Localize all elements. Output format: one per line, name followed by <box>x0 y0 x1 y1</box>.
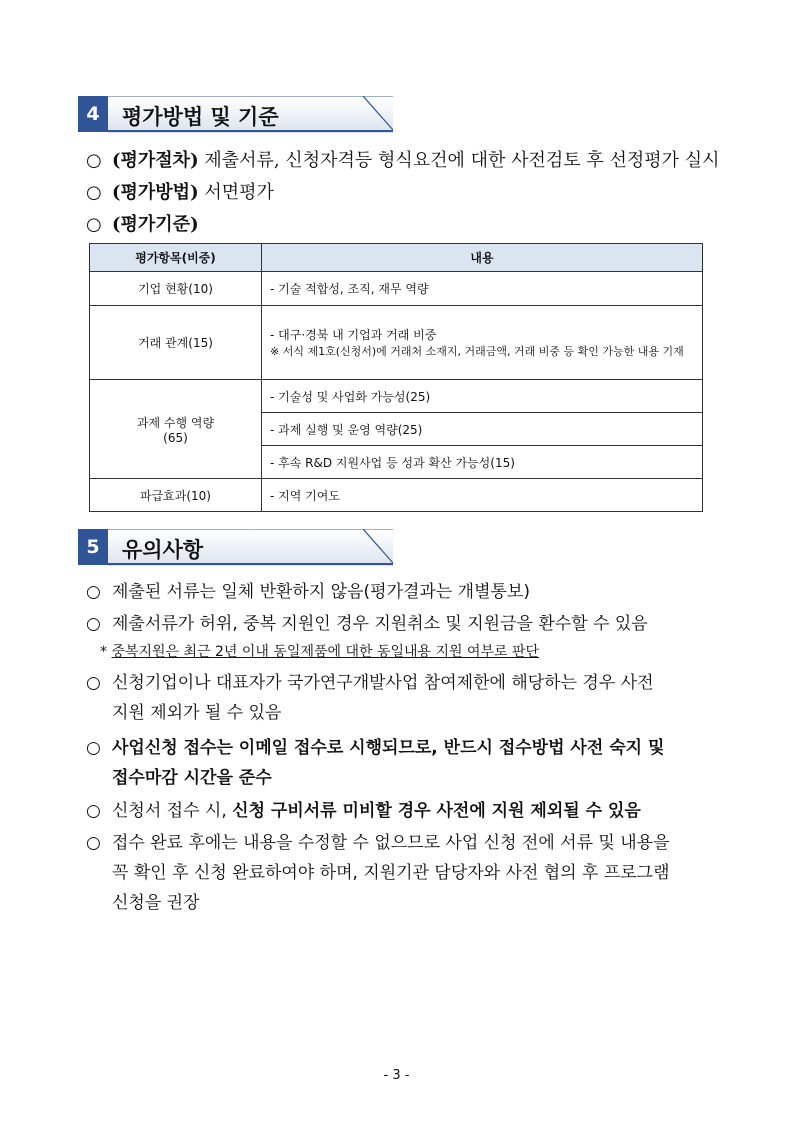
item-text: 서면평가 <box>198 182 274 203</box>
table-category-cell: 기업 현황(10) <box>90 272 262 306</box>
circle-bullet: ○ <box>86 673 101 693</box>
circle-bullet: ○ <box>86 833 101 853</box>
content-note: ※ 서식 제1호(신청서)에 거래처 소재지, 거래금액, 거래 비중 등 확인 가능한 내용 기재 <box>270 345 684 358</box>
table-header-category: 평가항목(비중) <box>90 244 262 272</box>
eval-procedure-item <box>86 146 720 172</box>
section-number: 5 <box>78 529 108 565</box>
notice-item-1 <box>86 577 530 602</box>
notice-item-3-cont: 지원 제외가 될 수 있음 <box>112 703 282 723</box>
table-content-cell: - 기술성 및 사업화 가능성(25) <box>262 380 703 413</box>
table-category-cell <box>90 380 262 479</box>
table-row <box>90 380 703 413</box>
item-label: (평가기준) <box>112 214 199 235</box>
item-text: 사업신청 접수는 이메일 접수로 시행되므로, 반드시 접수방법 사전 숙지 및 <box>112 738 665 758</box>
circle-bullet: ○ <box>86 182 102 203</box>
notice-item-5 <box>86 796 641 821</box>
table-content-cell: - 기술 적합성, 조직, 재무 역량 <box>262 272 703 306</box>
notice-item-4 <box>86 733 664 758</box>
table-content-cell: - 후속 R&D 지원사업 등 성과 확산 가능성(15) <box>262 446 703 479</box>
page-number: - 3 - <box>383 1068 410 1083</box>
section-4-header <box>78 96 393 132</box>
content-line: - 대구·경북 내 기업과 거래 비중 <box>270 328 437 342</box>
table-category-cell: 파급효과(10) <box>90 479 262 512</box>
table-row <box>90 479 703 512</box>
eval-criteria-item <box>86 210 199 236</box>
section-number: 4 <box>78 96 108 132</box>
header-corner-decoration <box>78 529 393 565</box>
category-weight: (65) <box>163 430 188 445</box>
circle-bullet: ○ <box>86 150 102 171</box>
item-text: 제출된 서류는 일체 반환하지 않음(평가결과는 개별통보) <box>112 582 530 602</box>
notice-item-4-cont: 접수마감 시간을 준수 <box>112 768 272 788</box>
item-label: (평가절차) <box>112 150 199 171</box>
notice-item-2 <box>86 609 648 634</box>
section-5-header <box>78 529 393 565</box>
item-text: 제출서류, 신청자격등 형식요건에 대한 사전검토 후 선정평가 실시 <box>198 150 720 171</box>
item-text: 신청기업이나 대표자가 국가연구개발사업 참여제한에 해당하는 경우 사전 <box>112 673 654 693</box>
circle-bullet: ○ <box>86 214 102 235</box>
duplicate-support-note <box>100 641 539 661</box>
item-label: (평가방법) <box>112 182 199 203</box>
item-bold-text: 신청 구비서류 미비할 경우 사전에 지원 제외될 수 있음 <box>232 801 641 821</box>
notice-item-6-cont: 신청을 권장 <box>112 893 200 913</box>
circle-bullet: ○ <box>86 801 101 821</box>
category-label: 과제 수행 역량 <box>136 415 215 430</box>
notice-item-6 <box>86 828 670 853</box>
item-text: 제출서류가 허위, 중복 지원인 경우 지원취소 및 지원금을 환수할 수 있음 <box>112 614 648 634</box>
table-content-cell <box>262 306 703 380</box>
table-category-cell: 거래 관계(15) <box>90 306 262 380</box>
notice-item-6-cont: 꼭 확인 후 신청 완료하여야 하며, 지원기관 담당자와 사전 협의 후 프로그램 <box>112 863 670 883</box>
table-header-content: 내용 <box>262 244 703 272</box>
evaluation-criteria-table <box>89 243 703 512</box>
table-header-row <box>90 244 703 272</box>
circle-bullet: ○ <box>86 614 101 634</box>
table-row <box>90 272 703 306</box>
table-content-cell: - 지역 기여도 <box>262 479 703 512</box>
header-corner-decoration <box>78 96 393 132</box>
table-content-cell: - 과제 실행 및 운영 역량(25) <box>262 413 703 446</box>
circle-bullet: ○ <box>86 738 101 758</box>
section-title: 평가방법 및 기준 <box>122 105 279 129</box>
note-mark: * <box>100 644 107 660</box>
item-text: 신청서 접수 시, <box>112 801 233 821</box>
section-title: 유의사항 <box>122 538 204 562</box>
item-text: 접수 완료 후에는 내용을 수정할 수 없으므로 사업 신청 전에 서류 및 내용을 <box>112 833 670 853</box>
eval-method-item <box>86 178 274 204</box>
note-text: 중복지원은 최근 2년 이내 동일제품에 대한 동일내용 지원 여부로 판단 <box>111 644 540 660</box>
notice-item-3 <box>86 668 654 693</box>
circle-bullet: ○ <box>86 582 101 602</box>
table-row <box>90 306 703 380</box>
